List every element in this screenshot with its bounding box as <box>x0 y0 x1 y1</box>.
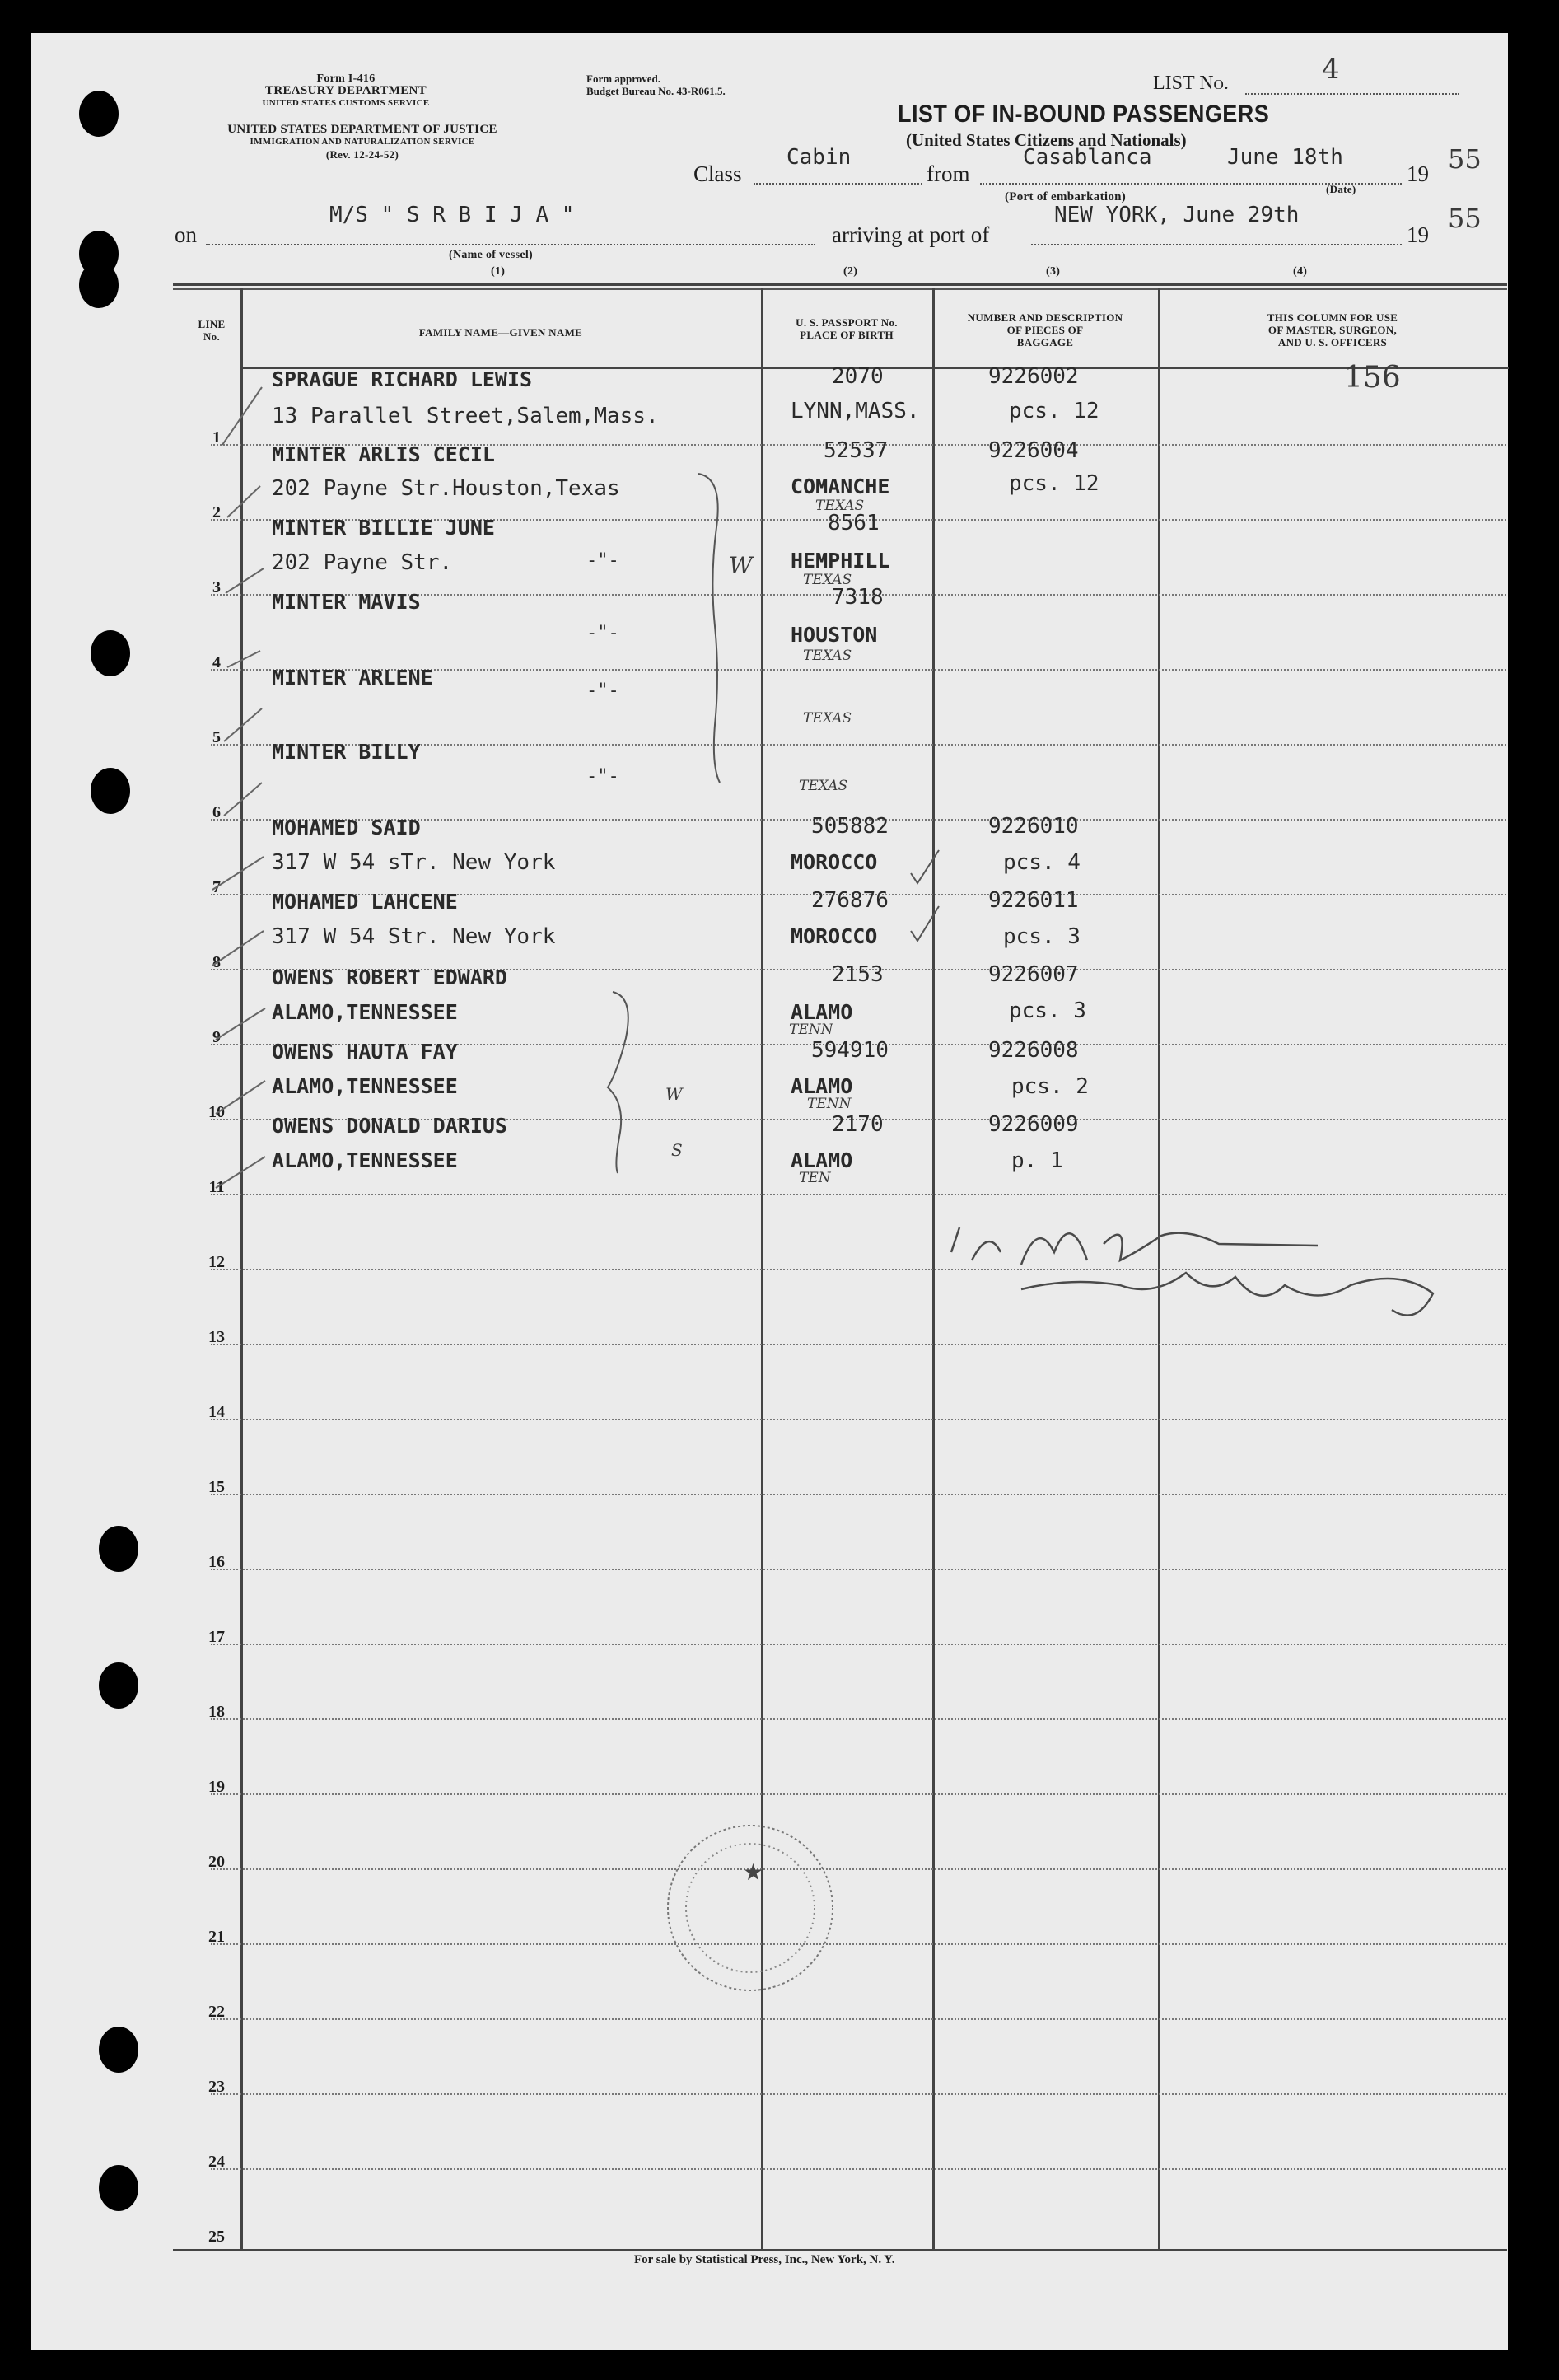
col-num-2: (2) <box>843 265 858 278</box>
birthplace: LYNN,MASS. <box>791 399 920 423</box>
birthplace: ALAMO <box>791 1148 853 1172</box>
line-number: 20 <box>208 1853 225 1871</box>
year-2: 55 <box>1448 203 1482 234</box>
arrival-port: NEW YORK, June 29th <box>1054 203 1300 227</box>
baggage-number: 9226009 <box>988 1112 1079 1137</box>
title: LIST OF IN-BOUND PASSENGERS <box>898 101 1270 128</box>
ditto-mark: -"- <box>586 766 619 787</box>
passenger-address: 317 W 54 sTr. New York <box>272 850 556 875</box>
vessel-caption: (Name of vessel) <box>449 249 533 261</box>
line-number: 12 <box>208 1253 225 1271</box>
port-embark: Casablanca <box>1023 145 1152 170</box>
form-number: Form I-416 TREASURY DEPARTMENT UNITED STATES CUSTOMS SERVICE <box>262 72 430 108</box>
subtitle: (United States Citizens and Nationals) <box>906 130 1187 150</box>
line-number: 9 <box>212 1028 221 1046</box>
hand-note: W <box>729 552 753 579</box>
birthplace: HOUSTON <box>791 623 878 647</box>
hand-note: S <box>671 1140 683 1160</box>
line-number: 24 <box>208 2153 225 2171</box>
passport-number: 594910 <box>811 1038 889 1063</box>
passport-number: 7318 <box>832 585 884 610</box>
col-num-3: (3) <box>1046 265 1061 278</box>
arriving-label: arriving at port of <box>832 222 990 247</box>
line-number: 23 <box>208 2078 225 2096</box>
list-no-value: 4 <box>1322 53 1340 86</box>
col-header-officers: THIS COLUMN FOR USE OF MASTER, SURGEON, AND U. S. OFFICERS <box>1267 311 1398 348</box>
baggage-desc: p. 1 <box>1011 1148 1063 1173</box>
birthplace-note: TEXAS <box>815 498 865 514</box>
signature <box>947 1216 953 1217</box>
class-label: Class <box>693 161 742 186</box>
line-number: 6 <box>212 803 221 821</box>
birthplace-note: TEXAS <box>803 572 852 588</box>
col-num-1: (1) <box>491 265 506 278</box>
baggage-number: 9226002 <box>988 364 1079 389</box>
year-prefix-1: 19 <box>1407 161 1429 186</box>
approval-note: Form approved. Budget Bureau No. 43-R061.5. <box>586 72 726 97</box>
passenger-address: ALAMO,TENNESSEE <box>272 1074 458 1098</box>
baggage-desc: pcs. 12 <box>1009 399 1099 423</box>
birthplace: MOROCCO <box>791 924 878 948</box>
passport-number: 2070 <box>832 364 884 389</box>
passenger-name: OWENS HAUTA FAY <box>272 1040 458 1064</box>
col-header-baggage: NUMBER AND DESCRIPTION OF PIECES OF BAGGAGE <box>967 311 1123 348</box>
line-number: 17 <box>208 1628 225 1646</box>
baggage-number: 9226004 <box>988 438 1079 463</box>
birthplace-note: TENN <box>807 1096 852 1112</box>
on-label: on <box>175 222 197 247</box>
class-value: Cabin <box>787 145 852 170</box>
passenger-address: ALAMO,TENNESSEE <box>272 1148 458 1172</box>
passenger-name: OWENS ROBERT EDWARD <box>272 966 507 989</box>
passport-number: 2153 <box>832 962 884 987</box>
ditto-mark: -"- <box>586 550 619 571</box>
line-number: 4 <box>212 653 221 671</box>
year-1: 55 <box>1448 143 1482 175</box>
baggage-desc: pcs. 3 <box>1003 924 1081 949</box>
line-number: 16 <box>208 1553 225 1571</box>
birthplace-note: TEXAS <box>803 710 852 727</box>
birthplace: ALAMO <box>791 1074 853 1098</box>
baggage-desc: pcs. 2 <box>1011 1074 1089 1099</box>
line-number: 21 <box>208 1928 225 1946</box>
line-number: 14 <box>208 1403 225 1421</box>
birthplace-note: TEN <box>799 1170 831 1186</box>
passenger-name: OWENS DONALD DARIUS <box>272 1114 507 1138</box>
line-number: 8 <box>212 953 221 971</box>
baggage-number: 9226010 <box>988 814 1079 839</box>
birthplace: HEMPHILL <box>791 549 890 573</box>
line-number: 2 <box>212 503 221 521</box>
port-embark-caption: (Port of embarkation) <box>1005 190 1127 203</box>
line-number: 1 <box>212 428 221 447</box>
birthplace-note: TEXAS <box>803 648 852 664</box>
from-label: from <box>927 161 970 186</box>
hand-note: W <box>665 1084 683 1104</box>
col-num-4: (4) <box>1293 265 1308 278</box>
birthplace: ALAMO <box>791 1000 853 1024</box>
passenger-name: MINTER ARLIS CECIL <box>272 442 495 466</box>
line-number: 18 <box>208 1703 225 1721</box>
col-header-line-no: LINE No. <box>198 318 226 343</box>
birthplace-note: TENN <box>789 1022 833 1038</box>
passenger-name: MINTER ARLENE <box>272 666 433 690</box>
vessel-name: M/S " S R B I J A " <box>329 203 575 227</box>
line-number: 7 <box>212 878 221 896</box>
passenger-name: SPRAGUE RICHARD LEWIS <box>272 367 533 391</box>
passenger-name: MINTER MAVIS <box>272 590 421 614</box>
passport-number: 8561 <box>828 511 880 535</box>
line-number: 25 <box>208 2228 225 2246</box>
col-header-name: FAMILY NAME—GIVEN NAME <box>418 326 583 339</box>
list-no-label: LIST No. <box>1153 72 1229 94</box>
doj-block: UNITED STATES DEPARTMENT OF JUSTICE IMMIGRATION AND NATURALIZATION SERVICE (Rev. 12-24-52) <box>227 123 497 161</box>
baggage-desc: pcs. 3 <box>1009 998 1086 1023</box>
year-prefix-2: 19 <box>1407 222 1429 247</box>
passenger-address: ALAMO,TENNESSEE <box>272 1000 458 1024</box>
birthplace: COMANCHE <box>791 475 890 498</box>
passport-number: 2170 <box>832 1112 884 1137</box>
embark-date: June 18th <box>1227 145 1343 170</box>
footer-note: For sale by Statistical Press, Inc., New York, N. Y. <box>634 2253 895 2266</box>
baggage-desc: pcs. 4 <box>1003 850 1081 875</box>
line-number: 5 <box>212 728 221 746</box>
baggage-number: 9226008 <box>988 1038 1079 1063</box>
ditto-mark: -"- <box>586 623 619 643</box>
line-number: 3 <box>212 578 221 596</box>
baggage-number: 9226011 <box>988 888 1079 913</box>
baggage-number: 9226007 <box>988 962 1079 987</box>
baggage-desc: pcs. 12 <box>1009 471 1099 496</box>
ditto-mark: -"- <box>586 680 619 701</box>
officer-mark: 156 <box>1344 361 1401 395</box>
passenger-address: 317 W 54 Str. New York <box>272 924 556 949</box>
col-header-passport: U. S. PASSPORT No. PLACE OF BIRTH <box>796 316 898 341</box>
passport-number: 52537 <box>824 438 889 463</box>
birthplace-note: TEXAS <box>799 778 848 794</box>
birthplace: MOROCCO <box>791 850 878 874</box>
line-number: 22 <box>208 2003 225 2021</box>
line-number: 10 <box>208 1103 225 1121</box>
passenger-name: MINTER BILLY <box>272 740 421 764</box>
passport-number: 276876 <box>811 888 889 913</box>
passenger-name: MOHAMED SAID <box>272 816 421 839</box>
line-number: 15 <box>208 1478 225 1496</box>
passenger-address: 202 Payne Str.Houston,Texas <box>272 476 620 501</box>
svg-text:★: ★ <box>743 1859 764 1886</box>
passenger-name: MOHAMED LAHCENE <box>272 890 458 914</box>
passport-number: 505882 <box>811 814 889 839</box>
passenger-address: 13 Parallel Street,Salem,Mass. <box>272 404 659 428</box>
line-number: 11 <box>208 1178 225 1196</box>
passenger-name: MINTER BILLIE JUNE <box>272 516 495 540</box>
line-number: 19 <box>208 1778 225 1796</box>
line-number: 13 <box>208 1328 225 1346</box>
passenger-address: 202 Payne Str. <box>272 550 453 575</box>
date-caption: (Date) <box>1326 183 1356 195</box>
